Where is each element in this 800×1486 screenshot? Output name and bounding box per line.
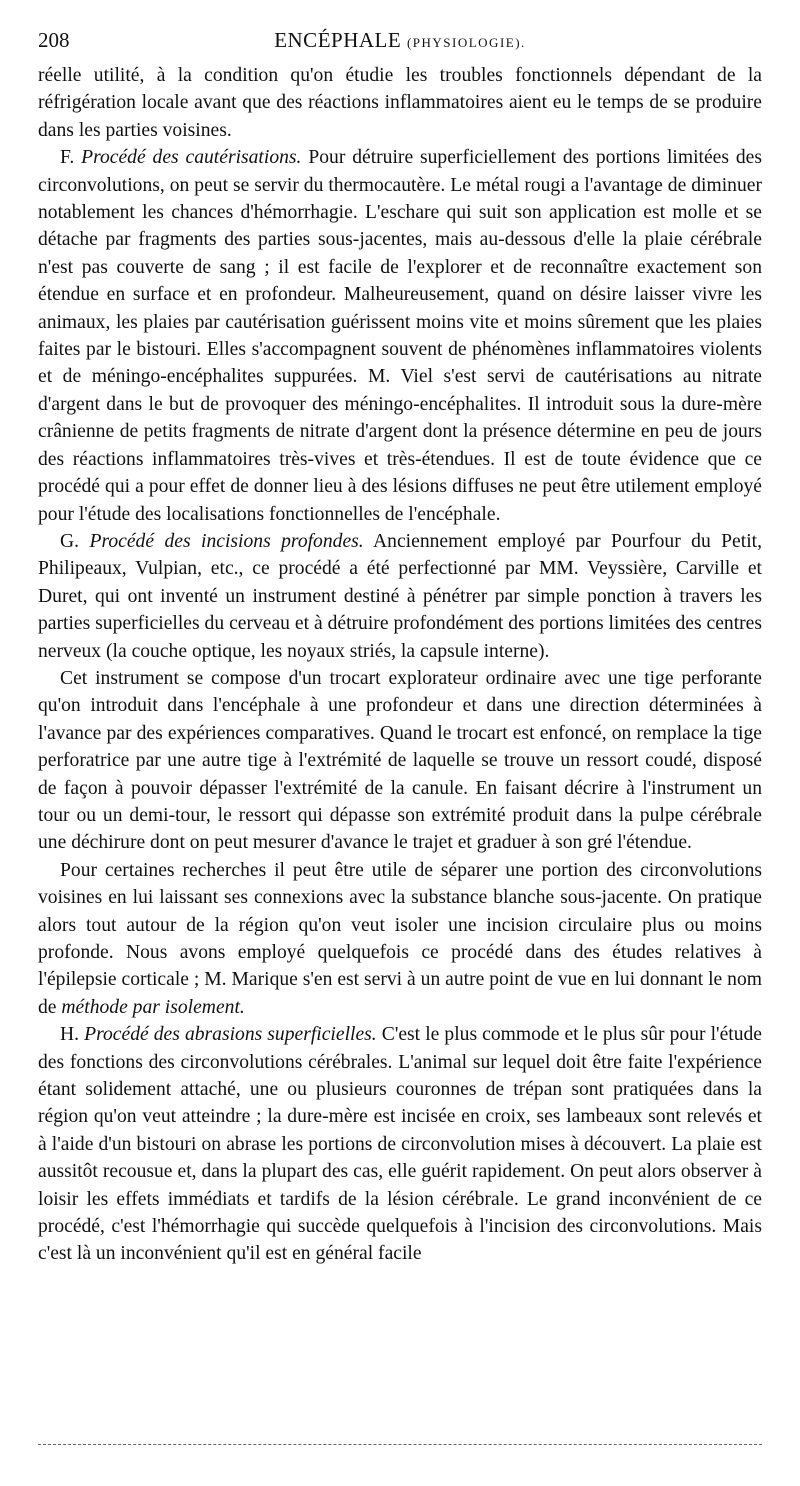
method-name: méthode par isolement. <box>61 996 245 1018</box>
paragraph-instrument: Cet instrument se compose d'un trocart explorateur ordinaire avec une tige perforante qu'on introduit dans l'encéphale à une profondeur et dans une direction déterminées à l'avance par des expériences comparatives. Quand le trocart est enfoncé, on remplace la tige perforatrice par une autre tige à l'extrémité de laquelle se trouve un ressort coudé, disposé de façon à pouvoir dépasser l'extrémité de la canule. En faisant décrire à l'instrument un tour ou un demi-tour, le ressort qui dépasse son extrémité produit dans la pulpe cérébrale une déchirure dont on peut mesurer d'avance le trajet et graduer à son gré l'étendue. <box>38 667 762 854</box>
page-body <box>38 62 762 1268</box>
paragraph-text: Pour certaines recherches il peut être utile de séparer une portion des circonvolutions voisines en lui laissant ses connexions avec la substance blanche sous-jacente. On pratique alors tout autour de la région qu'on veut isoler une incision circulaire plus ou moins profonde. Nous avons employé quelquefois ce procédé dans des études relatives à l'épilepsie corticale ; M. Marique s'en est servi à un autre point de vue en lui donnant le nom de <box>38 859 762 1018</box>
running-head-section: (PHYSIOLOGIE). <box>406 35 526 50</box>
running-head-title: ENCÉPHALE <box>274 28 402 52</box>
running-head <box>38 28 762 53</box>
footer-rule <box>38 1444 762 1445</box>
paragraph-text: Anciennement employé par Pourfour du Petit, Philipeaux, Vulpian, etc., ce procédé a été perfectionné par MM. Veyssière, Carville et Duret, qui ont inventé un instrument destiné à pénétrer par simple ponction à travers les parties superficielles du cerveau et à détruire profondément des portions limitées des centres nerveux (la couche optique, les noyaux striés, la capsule interne). <box>38 530 762 662</box>
paragraph-cauterisations <box>38 144 762 528</box>
page-header <box>38 28 762 58</box>
paragraph-abrasions <box>38 1021 762 1268</box>
section-title: Procédé des abrasions superficielles. <box>84 1024 377 1046</box>
section-title: Procédé des cautérisations. <box>81 147 302 169</box>
paragraph-continuation: réelle utilité, à la condition qu'on étudie les troubles fonctionnels dépendant de la réfrigération locale avant que des réactions inflammatoires aient eu le temps de se produire dans les parties voisines. <box>38 65 762 141</box>
paragraph-isolement <box>38 857 762 1021</box>
section-letter: G. <box>60 530 80 552</box>
section-title: Procédé des incisions profondes. <box>89 530 364 552</box>
paragraph-incisions <box>38 528 762 665</box>
section-letter: H. <box>60 1024 80 1046</box>
section-letter: F. <box>60 147 75 169</box>
paragraph-text: Pour détruire superficiellement des portions limitées des circonvolutions, on peut se servir du thermocautère. Le métal rougi a l'avantage de diminuer notablement les chances d'hémorrhagie. L'eschare qui suit son application est molle et se détache par fragments des parties sous-jacentes, mais au-dessous d'elle la plaie cérébrale n'est pas couverte de sang ; il est facile de l'explorer et de reconnaître exactement son étendue en surface et en profondeur. Malheureusement, quand on désire laisser vivre les animaux, les plaies par cautérisation guérissent moins vite et moins sûrement que les plaies faites par le bistouri. Elles s'accompagnent souvent de phénomènes inflammatoires violents et de méningo-encéphalites suppurées. M. Viel s'est servi de cautérisations au nitrate d'argent dans le but de provoquer des méningo-encéphalites. Il introduit sous la dure-mère crânienne de petits fragments de nitrate d'argent dont la présence détermine en peu de jours des réactions inflammatoires très-vives et très-étendues. Il est de toute évidence que ce procédé qui a pour effet de donner lieu à des lésions diffuses ne peut être utilement employé pour l'étude des localisations fonctionnelles de l'encéphale. <box>38 147 762 525</box>
paragraph-text: C'est le plus commode et le plus sûr pour l'étude des fonctions des circonvolutions cérébrales. L'animal sur lequel doit être faite l'expérience étant solidement attaché, une ou plusieurs couronnes de trépan sont pratiquées dans la région qu'on veut atteindre ; la dure-mère est incisée en croix, ses lambeaux sont relevés et à l'aide d'un bistouri on abrase les portions de circonvolution mises à découvert. La plaie est aussitôt recousue et, dans la plupart des cas, elle guérit rapidement. On peut alors observer à loisir les effets immédiats et tardifs de la lésion cérébrale. Le grand inconvénient de ce procédé, c'est l'hémorrhagie qui succède quelquefois à l'incision des circonvolutions. Mais c'est là un inconvénient qu'il est en général facile <box>38 1024 763 1265</box>
page-number: 208 <box>38 28 70 52</box>
